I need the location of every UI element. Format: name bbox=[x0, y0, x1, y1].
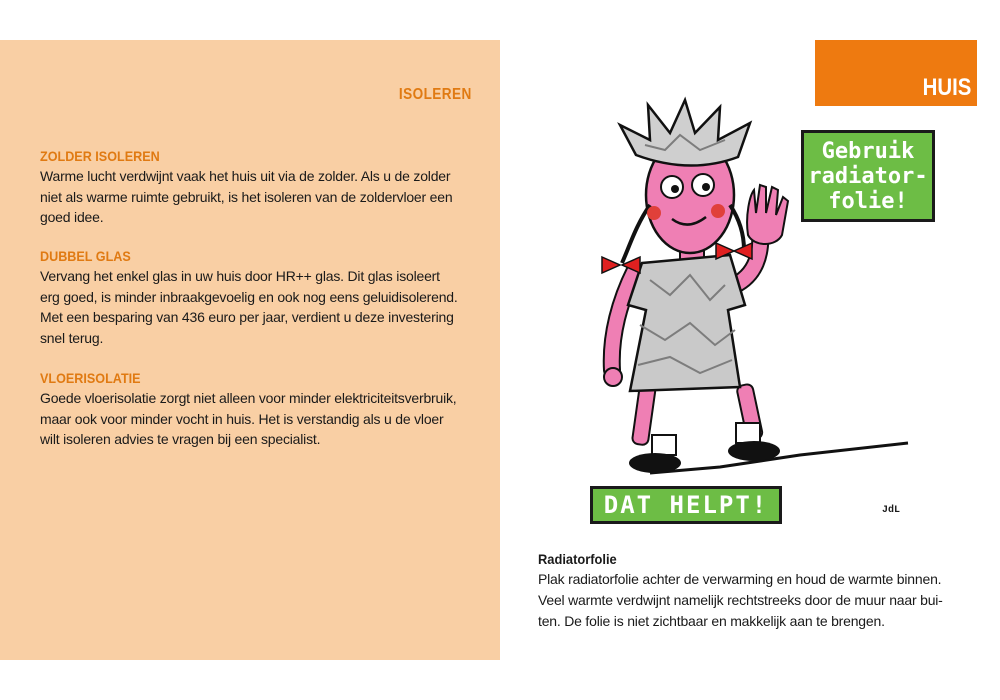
body-line: Warme lucht verdwijnt vaak het huis uit via de zolder. Als u de zolder bbox=[40, 168, 451, 184]
left-bow bbox=[602, 257, 640, 273]
body-line: Vervang het enkel glas in uw huis door HR++ glas. Dit glas isoleert bbox=[40, 268, 440, 284]
vloerisolatie-block bbox=[40, 368, 460, 450]
ground-line bbox=[650, 443, 908, 473]
left-shoe bbox=[629, 453, 681, 473]
right-bow bbox=[716, 243, 752, 259]
right-cheek bbox=[711, 204, 725, 218]
caption-line: ten. De folie is niet zichtbaar en makkelijk aan te brengen. bbox=[538, 613, 885, 629]
body-line: Met een besparing van 436 euro per jaar, verdient u deze investering bbox=[40, 309, 454, 325]
block-title: VLOERISOLATIE bbox=[40, 370, 141, 386]
body-line: wilt isoleren advies te vragen bij een specialist. bbox=[40, 431, 321, 447]
body-line: niet als warme ruimte gebruikt, is het isoleren van de zoldervloer een bbox=[40, 188, 453, 205]
dat-helpt-sign: DAT HELPT! bbox=[590, 486, 782, 524]
block-title: ZOLDER ISOLEREN bbox=[40, 148, 160, 164]
block-body bbox=[40, 166, 460, 228]
sign-line: folie! bbox=[828, 189, 908, 214]
body-line: erg goed, is minder inbraakgevoelig en ook nog eens geluidisolerend. bbox=[40, 288, 458, 305]
huis-label: HUIS bbox=[922, 74, 971, 101]
dubbel-glas-block bbox=[40, 246, 460, 348]
section-heading: ISOLEREN bbox=[399, 86, 472, 103]
sign-line: radiator- bbox=[808, 164, 928, 189]
caption-line: Veel warmte verdwijnt namelijk rechtstreeks door de muur naar bui- bbox=[538, 592, 943, 608]
waving-hand bbox=[747, 185, 788, 244]
left-sock bbox=[652, 435, 676, 455]
foil-hat bbox=[620, 100, 750, 166]
right-braid bbox=[730, 205, 744, 250]
caption-body bbox=[538, 569, 958, 632]
block-body bbox=[40, 266, 460, 348]
body-line: snel terug. bbox=[40, 329, 104, 346]
body-line: goed idee. bbox=[40, 209, 104, 225]
caption-line: Plak radiatorfolie achter de verwarming en houd de warmte binnen. bbox=[538, 571, 942, 587]
left-info-panel bbox=[0, 40, 500, 660]
caption-title: Radiatorfolie bbox=[538, 551, 617, 567]
block-body bbox=[40, 388, 460, 450]
block-title: DUBBEL GLAS bbox=[40, 248, 131, 264]
right-shoe bbox=[728, 441, 780, 461]
zolder-isoleren-block bbox=[40, 146, 460, 228]
left-arm bbox=[612, 270, 635, 370]
right-sock bbox=[736, 423, 760, 443]
artist-signature: JdL bbox=[882, 505, 901, 516]
left-hand bbox=[604, 368, 622, 386]
sign-line: Gebruik bbox=[821, 139, 915, 164]
body-line: maar ook voor minder vocht in huis. Het is verstandig als u de vloer bbox=[40, 410, 444, 427]
body-line: Goede vloerisolatie zorgt niet alleen voor minder elektriciteitsverbruik, bbox=[40, 390, 457, 406]
gebruik-radiatorfolie-sign bbox=[801, 130, 935, 222]
foil-dress bbox=[628, 255, 745, 391]
left-braid bbox=[622, 205, 650, 263]
left-cheek bbox=[647, 206, 661, 220]
